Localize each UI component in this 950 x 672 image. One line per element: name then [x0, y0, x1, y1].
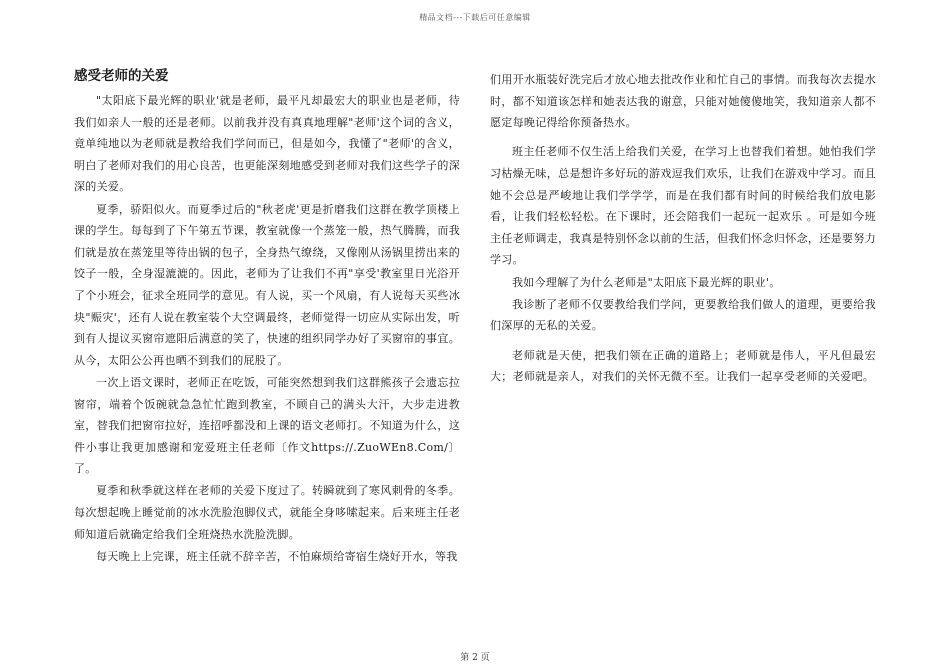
paragraph: 夏季，骄阳似火。而夏季过后的"秋老虎'更是折磨我们这群在教学顶楼上课的学生。每每到了下午第五节课，教室就像一个蒸笼一般，热气腾腾，而我们就是放在蒸笼里等待出锅的包子，全身热气缭绕，又像刚从汤锅里捞出来的饺子一般，全身湿漉漉的。因此，老师为了让我们不再"享受'教室里日光浴开了个小班会，征求全班同学的意见。有人说，买一个风扇，有人说每天买些冰块"赈灾'，还有人说在教室装个大空调最终，老师觉得一切应从实际出发，听到有人提议买窗帘遮阳后满意的笑了，快速的组织同学办好了买窗帘的事宜。从今，太阳公公再也晒不到我们的屁股了。: [74, 202, 460, 367]
paragraph-continued: 们用开水瓶装好洗完后才放心地去批改作业和忙自己的事情。而我每次去提水时，都不知道该怎样和她表达我的谢意，只能对她傻傻地笑，我知道亲人都不愿定每晚记得给你预备热水。: [490, 73, 876, 130]
paragraph: 班主任老师不仅生活上给我们关爱，在学习上也替我们着想。她怕我们学习枯燥无味，总是想许多好玩的游戏逗我们欢乐，让我们在游戏中学习。而且她不会总是严峻地让我们学学学，而是在我们都有时间的时候给我们放电影看，让我们轻松轻松。在下课时，还会陪我们一起玩一起欢乐 。可是如今班主任老师调走，我真是特别怀念以前的生活，但我们怀念归怀念，还是要努力学习。: [490, 145, 876, 267]
paragraph: 我如今理解了为什么老师是"太阳底下最光辉的职业'。: [512, 275, 781, 289]
paragraph: 夏季和秋季就这样在老师的关爱下度过了。转瞬就到了寒风刺骨的冬季。每次想起晚上睡觉前的冰水洗脸泡脚仪式，就能全身哆嗦起来。后来班主任老师知道后就确定给我们全班烧热水洗脸洗脚。: [74, 484, 460, 541]
page-header: 精品文档---下载后可任意编辑: [419, 13, 531, 22]
right-column: [490, 69, 876, 388]
paragraph: 一次上语文课时，老师正在吃饭，可能突然想到我们这群熊孩子会遗忘拉窗帘，端着个饭碗就急急忙忙跑到教室，不顾自己的满头大汗，大步走进教室，替我们把窗帘拉好，连招呼都没和上课的语文老师打。不知道为什么，这件小事让我更加感谢和宠爱班主任老师〔作文https://.ZuoWEn8.Com/〕了。: [74, 375, 460, 476]
left-column: [74, 66, 460, 568]
paragraph: 老师就是天使，把我们领在正确的道路上；老师就是伟人，平凡但最宏大；老师就是亲人，对我们的关怀无微不至。让我们一起享受老师的关爱吧。: [490, 348, 876, 384]
paragraph: 我诊断了老师不仅要教给我们学问，更要教给我们做人的道理，更要给我们深厚的无私的关爱。: [490, 297, 876, 333]
paragraph: 每天晚上上完课，班主任就不辞辛苦，不怕麻烦给寄宿生烧好开水，等我: [96, 549, 458, 563]
paragraph: "太阳底下最光辉的职业'就是老师，最平凡却最宏大的职业也是老师，待我们如亲人一般的还是老师。以前我并没有真真地理解"老师'这个词的含义，竟单纯地以为老师就是教给我们学问而已，但是如今，我懂了"老师'的含义，明白了老师对我们的用心良苦，也更能深刻地感受到老师对我们这些学子的深深的关爱。: [74, 94, 460, 194]
page-number: 第 2 页: [460, 653, 490, 663]
article-title: 感受老师的关爱: [74, 68, 169, 84]
